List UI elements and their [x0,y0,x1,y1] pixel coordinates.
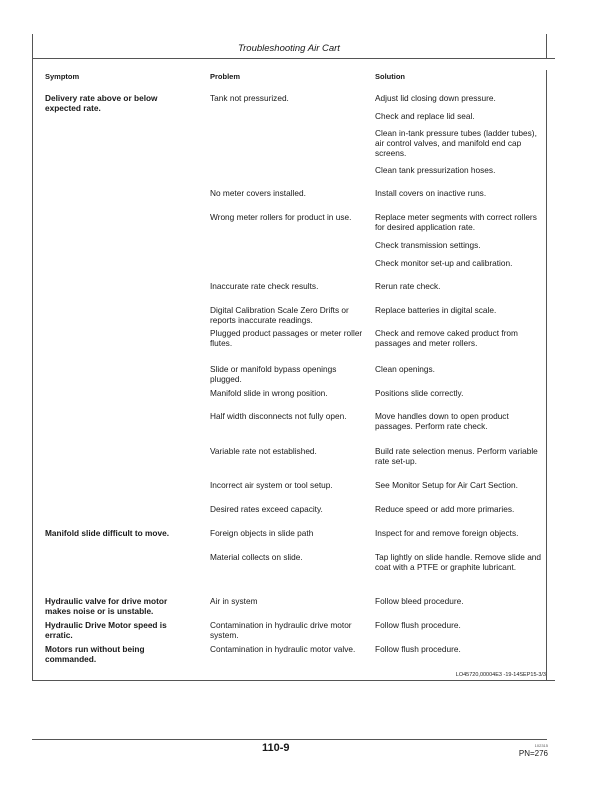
solution-lid-seal: Check and replace lid seal. [375,111,475,121]
problem-tank-not-pressurized: Tank not pressurized. [210,93,289,103]
solution-remove-caked-product: Check and remove caked product from passages and meter rollers. [375,328,518,349]
solution-remove-foreign-objects: Inspect for and remove foreign objects. [375,528,519,538]
solution-flush-procedure-2: Follow flush procedure. [375,644,461,654]
symptom-hydraulic-speed: Hydraulic Drive Motor speed is erratic. [45,620,167,641]
page-title: Troubleshooting Air Cart [238,43,340,54]
problem-inaccurate-rate-check: Inaccurate rate check results. [210,281,319,291]
solution-adjust-lid: Adjust lid closing down pressure. [375,93,496,103]
document-reference: LO45720,00004E3 -19-14SEP15-3/3 [455,672,546,678]
problem-rates-exceed-capacity: Desired rates exceed capacity. [210,504,323,514]
symptom-motors-run: Motors run without being commanded. [45,644,145,665]
solution-move-handles: Move handles down to open product passages. Perform rate check. [375,411,509,432]
column-header-solution: Solution [375,72,405,81]
solution-clean-pressure-tubes: Clean in-tank pressure tubes (ladder tubes), air control valves, and manifold end cap screens. [375,128,537,159]
frame-right-line-top [546,34,547,58]
solution-clean-openings: Clean openings. [375,364,435,374]
problem-contamination-motor-valve: Contamination in hydraulic motor valve. [210,644,356,654]
solution-flush-procedure-1: Follow flush procedure. [375,620,461,630]
footer-pn: PN=276 [518,749,548,758]
solution-reduce-speed: Reduce speed or add more primaries. [375,504,515,514]
problem-slide-wrong-position: Manifold slide in wrong position. [210,388,328,398]
symptom-manifold-slide: Manifold slide difficult to move. [45,528,169,538]
problem-air-system-setup: Incorrect air system or tool setup. [210,480,333,490]
solution-tap-slide-handle: Tap lightly on slide handle. Remove slide and coat with a PTFE or graphite lubricant. [375,552,542,573]
solution-replace-meter-segments: Replace meter segments with correct rollers for desired application rate. [375,212,537,233]
solution-build-rate-menus: Build rate selection menus. Perform variable rate set-up. [375,446,538,467]
problem-variable-rate: Variable rate not established. [210,446,317,456]
header-rule [32,58,555,59]
problem-wrong-meter-rollers: Wrong meter rollers for product in use. [210,212,352,222]
problem-calibration-scale-drift: Digital Calibration Scale Zero Drifts or reports inaccurate readings. [210,305,349,326]
frame-right-line [546,70,547,680]
table-bottom-rule [32,680,555,681]
solution-bleed-procedure: Follow bleed procedure. [375,596,464,606]
problem-no-meter-covers: No meter covers installed. [210,188,306,198]
footer-code: 102315 [534,743,548,748]
column-header-problem: Problem [210,72,241,81]
frame-left-line [32,34,33,680]
solution-install-covers: Install covers on inactive runs. [375,188,487,198]
column-header-symptom: Symptom [45,72,80,81]
solution-replace-batteries: Replace batteries in digital scale. [375,305,497,315]
solution-rerun-rate-check: Rerun rate check. [375,281,441,291]
symptom-delivery-rate: Delivery rate above or below expected rate. [45,93,158,114]
problem-bypass-openings-plugged: Slide or manifold bypass openings plugged. [210,364,337,385]
solution-position-slide: Positions slide correctly. [375,388,464,398]
symptom-hydraulic-valve: Hydraulic valve for drive motor makes noise or is unstable. [45,596,168,617]
problem-half-width-disconnects: Half width disconnects not fully open. [210,411,347,421]
problem-plugged-passages: Plugged product passages or meter roller flutes. [210,328,363,349]
problem-foreign-objects: Foreign objects in slide path [210,528,314,538]
problem-material-collects: Material collects on slide. [210,552,303,562]
solution-monitor-setup: Check monitor set-up and calibration. [375,258,513,268]
page-number: 110-9 [262,742,290,754]
solution-clean-hoses: Clean tank pressurization hoses. [375,165,496,175]
problem-air-in-system: Air in system [210,596,258,606]
footer-rule [32,739,547,740]
problem-contamination-drive-motor: Contamination in hydraulic drive motor system. [210,620,352,641]
solution-see-monitor-setup: See Monitor Setup for Air Cart Section. [375,480,518,490]
solution-transmission-settings: Check transmission settings. [375,240,481,250]
